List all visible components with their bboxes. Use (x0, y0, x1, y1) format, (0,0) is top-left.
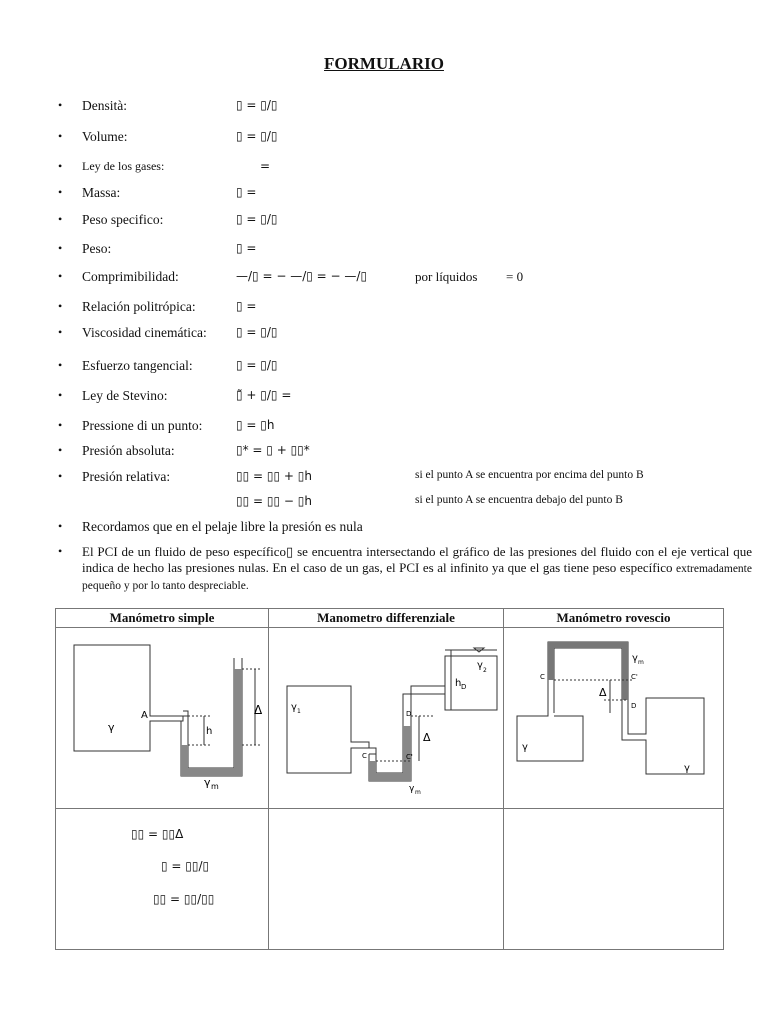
bullet-icon: • (58, 519, 63, 533)
gamma-right-label: γ (684, 763, 690, 774)
table-header: Manómetro simple (56, 609, 269, 628)
point-cp-label: C' (406, 753, 413, 761)
gamma2-label: γ (477, 660, 483, 671)
differential-manometer-diagram (269, 628, 503, 808)
gamma-m-subscript: m (415, 789, 421, 796)
hd-label: h (455, 678, 462, 689)
point-a-label: A (141, 710, 148, 721)
delta-label: Δ (423, 731, 431, 744)
bullet-icon: • (58, 299, 63, 313)
table-header: Manómetro rovescio (504, 609, 724, 628)
delta-label: Δ (599, 686, 607, 699)
point-d-label: D (406, 710, 412, 718)
bullet-icon: • (58, 325, 63, 339)
gamma2-subscript: 2 (483, 667, 487, 674)
hd-subscript: D (461, 683, 467, 691)
manometer-table (55, 608, 724, 950)
gamma-m-label: γ (632, 653, 638, 664)
differential-empty-cell (269, 809, 504, 950)
bullet-icon: • (58, 185, 63, 199)
point-c-label: C (540, 673, 545, 681)
bullet-icon: • (58, 418, 63, 432)
gamma-left-label: γ (522, 742, 528, 753)
gamma1-label: γ (291, 702, 297, 713)
bullet-icon: • (58, 98, 63, 112)
bullet-icon: • (58, 129, 63, 143)
simple-manometer-cell (56, 628, 269, 809)
gamma-label: γ (108, 721, 115, 734)
inverted-manometer-cell (504, 628, 724, 809)
bullet-icon: • (58, 544, 63, 558)
point-d-label: D (631, 702, 637, 710)
simple-manometer-diagram (56, 628, 268, 808)
gamma-m-subscript: m (638, 659, 644, 666)
bullet-icon: • (58, 388, 63, 402)
point-c-label: C (362, 752, 367, 760)
bullet-icon: • (58, 358, 63, 372)
inverted-empty-cell (504, 809, 724, 950)
gamma1-subscript: 1 (297, 708, 301, 715)
point-cp-label: C' (631, 673, 638, 681)
bullet-icon: • (58, 159, 63, 173)
differential-manometer-cell (269, 628, 504, 809)
delta-label: Δ (254, 703, 263, 717)
inverted-manometer-diagram (504, 628, 723, 808)
page-title: FORMULARIO (324, 54, 444, 73)
bullet-icon: • (58, 241, 63, 255)
gamma-m-label: γ (409, 784, 415, 794)
bullet-icon: • (58, 469, 63, 483)
gamma-m-label: γ (204, 776, 211, 789)
gamma-m-subscript: m (211, 782, 219, 791)
h-label: h (206, 726, 213, 737)
pci-paragraph: El PCI de un fluido de peso específico▯ se encuentra intersectando el gráfico de las presiones del fluido con el eje vertical que indica de hecho las presiones nulas. En el caso de un gas, el PCI es al infinito ya que el gas tiene peso específico extremadamente pequeño y por lo tanto despreciable. (82, 544, 752, 592)
table-header: Manometro differenziale (269, 609, 504, 628)
bullet-icon: • (58, 443, 63, 457)
simple-manometer-formulas: ▯▯ = ▯▯Δ ▯ = ▯▯/▯ ▯▯ = ▯▯/▯▯ (56, 809, 269, 950)
bullet-icon: • (58, 212, 63, 226)
bullet-icon: • (58, 269, 63, 283)
